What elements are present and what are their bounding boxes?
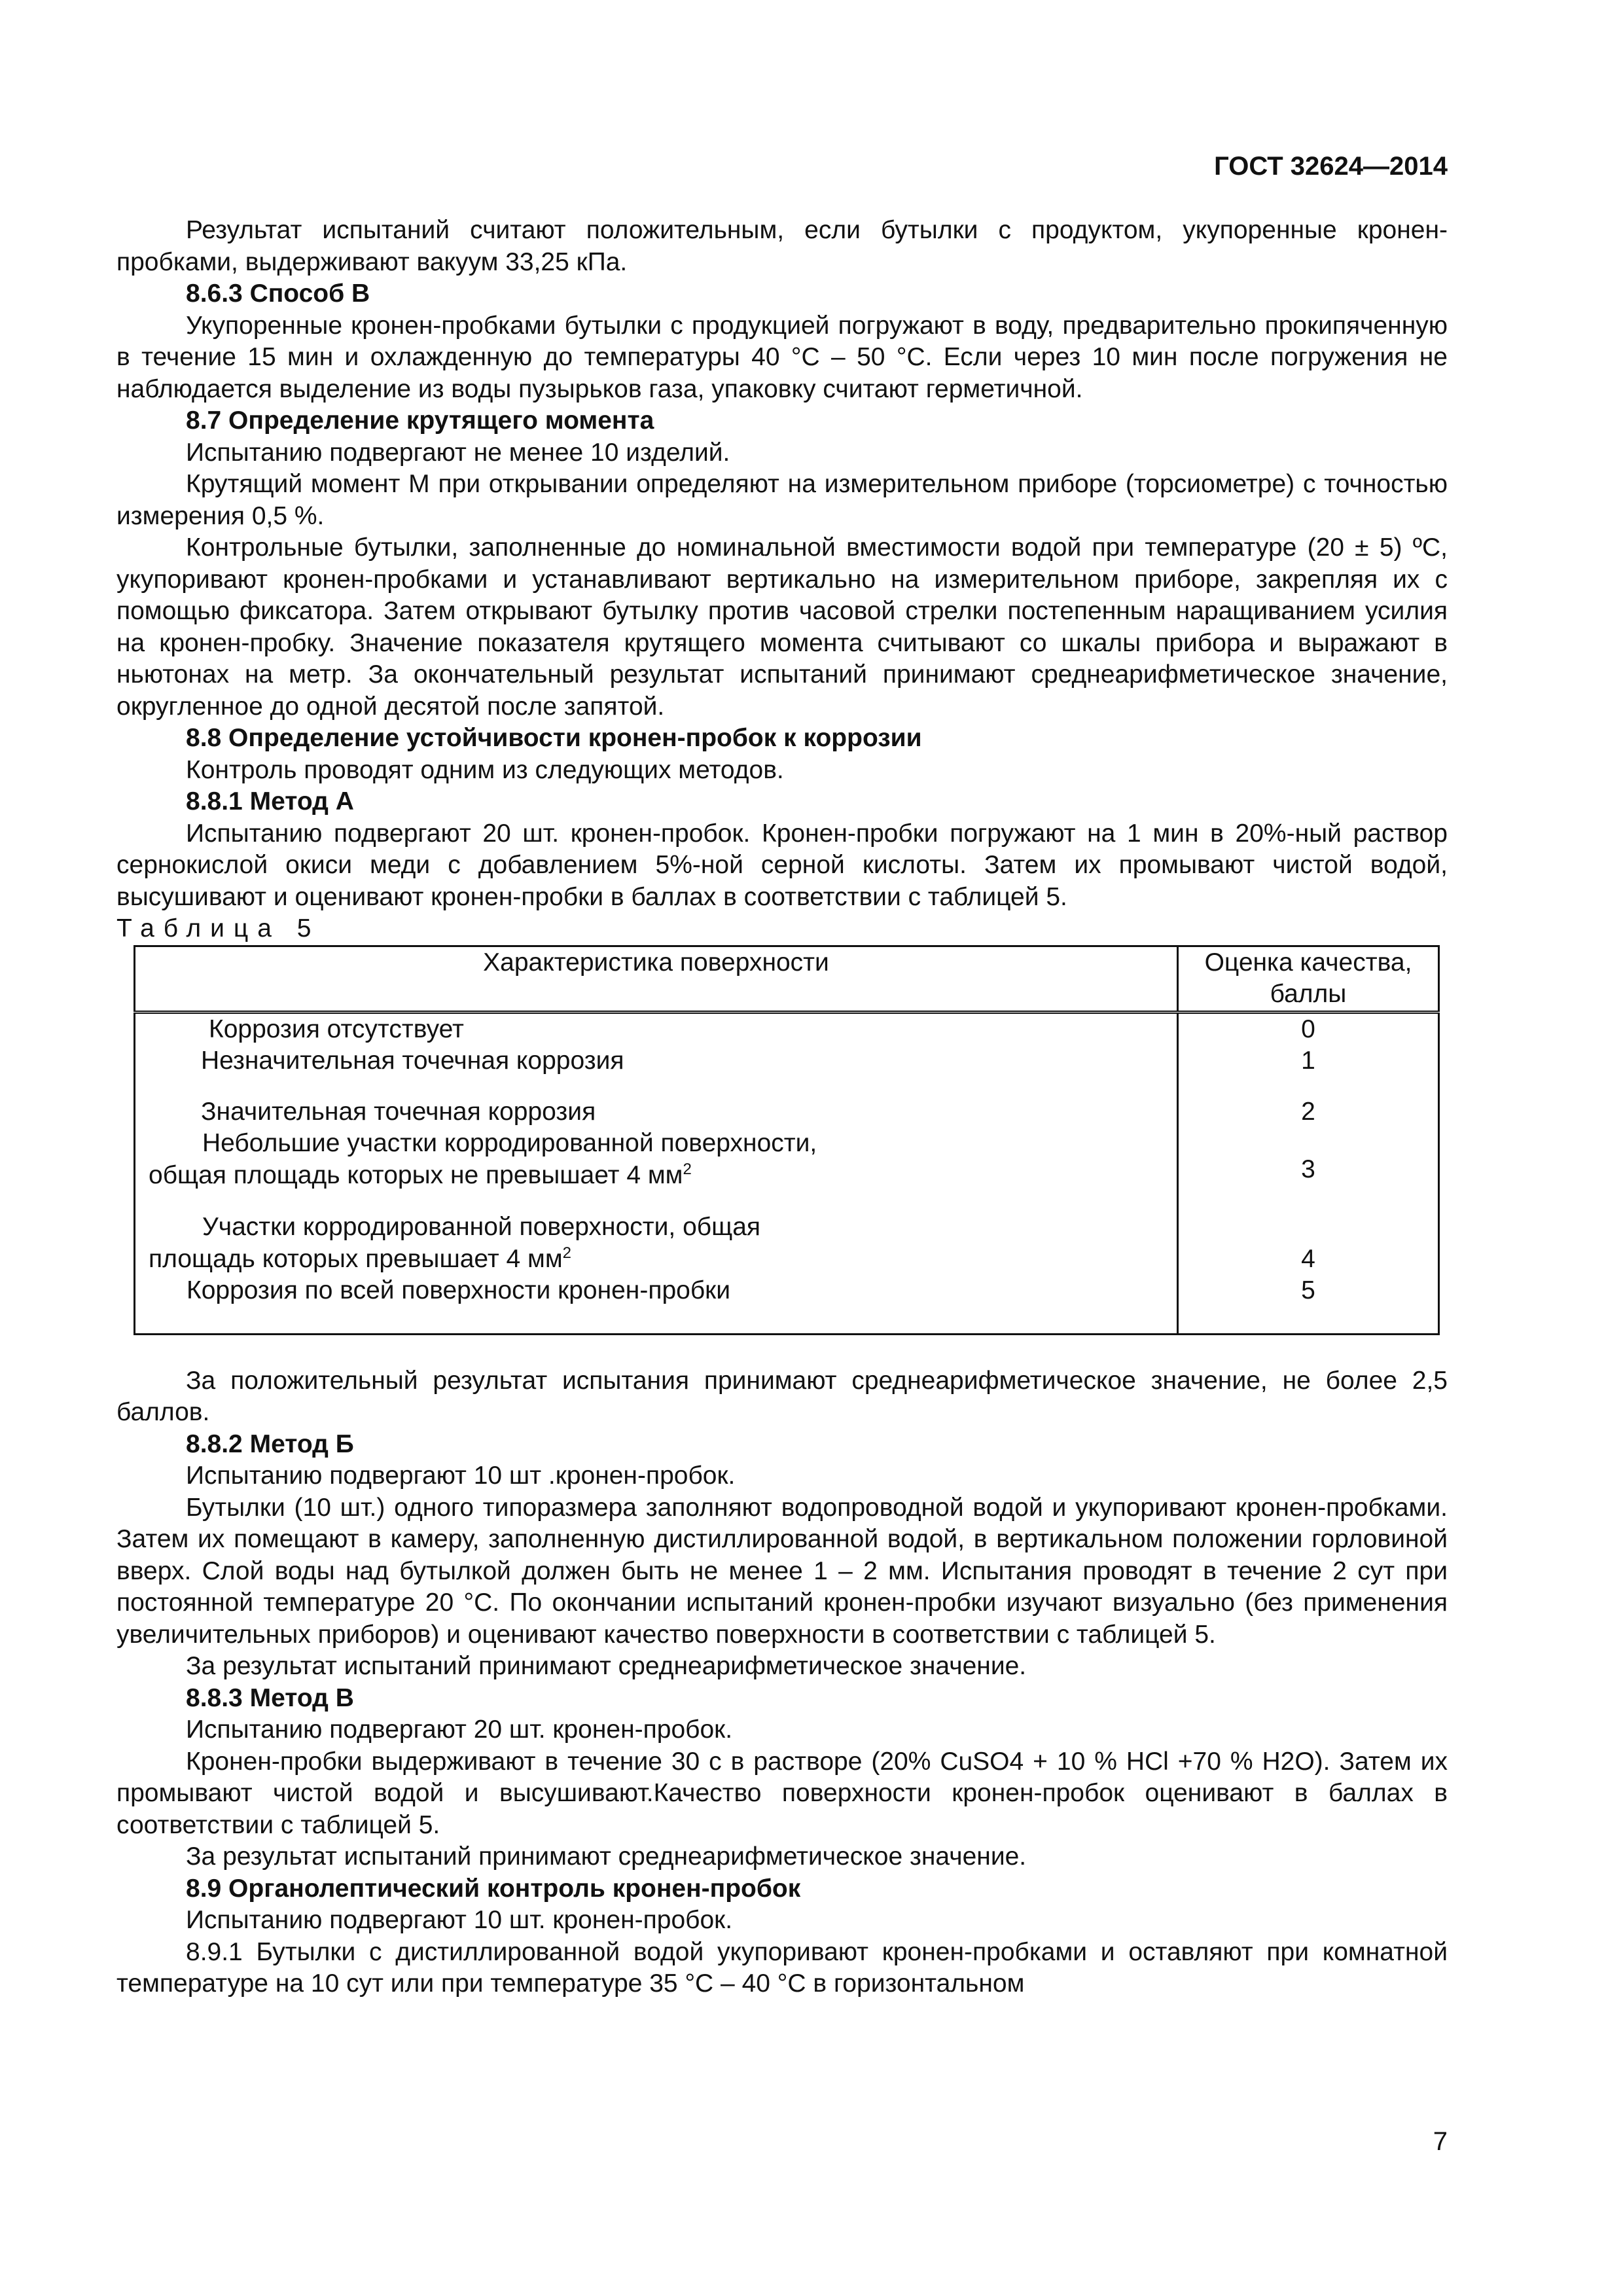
paragraph: Контрольные бутылки, заполненные до номинальной вместимости водой при температуре (20 ± 5) ºС, укупоривают кронен-пробками и устанавливают вертикально на измерительном приборе, закрепляя их с помощью фиксатора. Затем открывают бутылку против часовой стрелки постепенным наращиванием усилия на кронен-пробку. Значение показателя крутящего момента считывают со шкалы прибора и выражают в ньютонах на метр. За окончательный результат испытаний принимают среднеарифметическое значение, округленное до одной десятой после запятой. xyxy=(116,533,1448,721)
section-heading: 8.6.3 Способ В xyxy=(186,279,370,308)
row-text: Участки корродированной поверхности, общая площадь которых превышает 4 мм xyxy=(149,1213,761,1273)
row-characteristic xyxy=(135,1128,1178,1211)
document-body xyxy=(116,215,1448,2000)
paragraph: Контроль проводят одним из следующих методов. xyxy=(186,755,784,784)
table-row xyxy=(135,1096,1439,1128)
row-score: 5 xyxy=(1178,1275,1439,1334)
row-characteristic: Значительная точечная коррозия xyxy=(135,1096,1178,1128)
table-row xyxy=(135,1128,1439,1211)
paragraph: Испытанию подвергают 20 шт. кронен-пробок. Кронен-пробки погружают на 1 мин в 20%-ный раствор сернокислой окиси меди с добавлением 5%-ной серной кислоты. Затем их промывают чистой водой, высушивают и оценивают кронен-пробки в баллах в соответствии с таблицей 5. xyxy=(116,819,1448,911)
table-caption: Таблица 5 xyxy=(116,914,321,942)
row-score: 1 xyxy=(1178,1045,1439,1096)
section-heading: 8.8.1 Метод А xyxy=(186,787,354,816)
paragraph: Испытанию подвергают 10 шт. кронен-пробок. xyxy=(186,1906,733,1934)
table-row xyxy=(135,1045,1439,1096)
table-row xyxy=(135,1012,1439,1045)
row-score: 2 xyxy=(1178,1096,1439,1128)
table-5 xyxy=(134,945,1440,1335)
paragraph: Крутящий момент М при открывании определяют на измерительном приборе (торсиометре) с точностью измерения 0,5 %. xyxy=(116,470,1448,530)
paragraph: Испытанию подвергают 20 шт. кронен-пробок. xyxy=(186,1715,733,1744)
table-header-row xyxy=(135,946,1439,1012)
paragraph: За результат испытаний принимают среднеарифметическое значение. xyxy=(186,1652,1027,1680)
section-heading: 8.8.2 Метод Б xyxy=(186,1429,354,1458)
section-heading: 8.7 Определение крутящего момента xyxy=(186,406,654,435)
paragraph: 8.9.1 Бутылки с дистиллированной водой укупоривают кронен-пробками и оставляют при комнатной температуре на 10 сут или при температуре 35 °С – 40 °С в горизонтальном xyxy=(116,1937,1448,1998)
paragraph: Укупоренные кронен-пробками бутылки с продукцией погружают в воду, предварительно прокипяченную в течение 15 мин и охлажденную до температуры 40 °С – 50 °С. Если через 10 мин после погружения не наблюдается выделение из воды пузырьков газа, упаковку считают герметичной. xyxy=(116,311,1448,403)
paragraph: Результат испытаний считают положительным, если бутылки с продуктом, укупоренные кронен-пробками, выдерживают вакуум 33,25 кПа. xyxy=(116,216,1448,276)
row-characteristic: Коррозия по всей поверхности кронен-пробки xyxy=(135,1275,1178,1334)
column-header-score: Оценка качества, баллы xyxy=(1178,946,1439,1012)
table-row xyxy=(135,1211,1439,1275)
paragraph: За результат испытаний принимают среднеарифметическое значение. xyxy=(186,1842,1027,1871)
section-heading: 8.8.3 Метод В xyxy=(186,1683,354,1712)
superscript: 2 xyxy=(562,1244,572,1262)
section-heading: 8.8 Определение устойчивости кронен-пробок к коррозии xyxy=(186,724,922,752)
row-characteristic: Коррозия отсутствует xyxy=(135,1012,1178,1045)
page-number: 7 xyxy=(1433,2127,1448,2156)
row-characteristic: Незначительная точечная коррозия xyxy=(135,1045,1178,1096)
column-header-characteristic: Характеристика поверхности xyxy=(135,946,1178,1012)
paragraph: Бутылки (10 шт.) одного типоразмера заполняют водопроводной водой и укупоривают кронен-пробками. Затем их помещают в камеру, заполненную дистиллированной водой, в вертикальном положении горловиной вверх. Слой воды над бутылкой должен быть не менее 1 – 2 мм. Испытания проводят в течение 2 сут при постоянной температуре 20 °С. По окончании испытаний кронен-пробки изучают визуально (без применения увеличительных приборов) и оценивают качество поверхности в соответствии с таблицей 5. xyxy=(116,1493,1448,1649)
row-text: Небольшие участки корродированной поверхности, общая площадь которых не превышает 4 мм xyxy=(149,1129,817,1189)
row-characteristic xyxy=(135,1211,1178,1275)
row-score: 4 xyxy=(1178,1211,1439,1275)
paragraph: Кронен-пробки выдерживают в течение 30 с в растворе (20% CuSO4 + 10 % HCl +70 % H2O). Затем их промывают чистой водой и высушивают.Качество поверхности кронен-пробок оценивают в баллах в соответствии с таблицей 5. xyxy=(116,1747,1448,1839)
paragraph: За положительный результат испытания принимают среднеарифметическое значение, не более 2,5 баллов. xyxy=(116,1366,1448,1426)
row-score: 3 xyxy=(1178,1128,1439,1211)
superscript: 2 xyxy=(683,1160,692,1178)
table-row xyxy=(135,1275,1439,1334)
row-score: 0 xyxy=(1178,1012,1439,1045)
paragraph: Испытанию подвергают не менее 10 изделий. xyxy=(186,438,730,467)
document-id: ГОСТ 32624—2014 xyxy=(1214,152,1448,181)
paragraph: Испытанию подвергают 10 шт .кронен-пробок. xyxy=(186,1462,736,1490)
section-heading: 8.9 Органолептический контроль кронен-пробок xyxy=(186,1874,801,1903)
